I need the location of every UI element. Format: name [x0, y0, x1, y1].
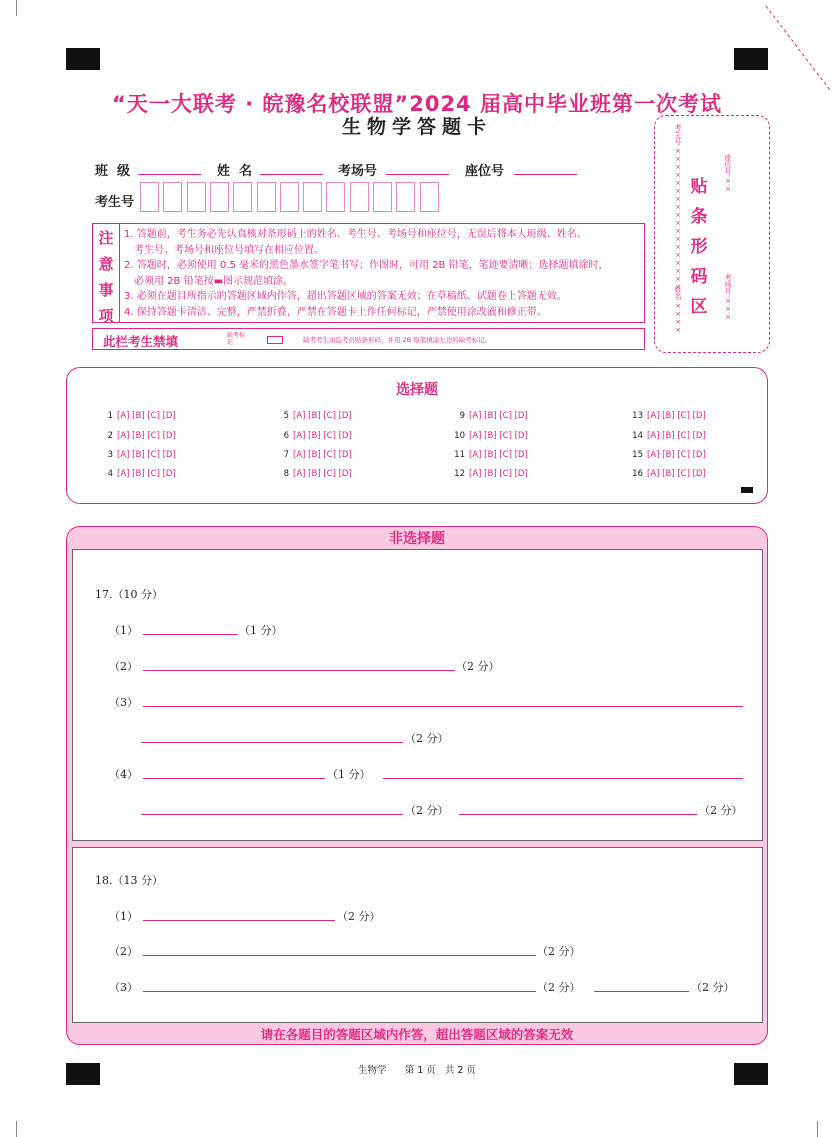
exam-id-digit-box[interactable] [233, 182, 252, 212]
choice-question-number: 3 [107, 450, 113, 460]
choice-question-number: 9 [459, 411, 465, 421]
restricted-label: 此栏考生禁填 [103, 334, 179, 349]
choice-question-6[interactable] [275, 431, 352, 441]
choice-question-number: 10 [454, 431, 465, 441]
q18-part2-answer-line[interactable] [143, 955, 536, 956]
exam-title: “天一大联考 · 皖豫名校联盟”2024 届高中毕业班第一次考试 [112, 92, 722, 116]
choice-question-5[interactable] [275, 411, 352, 421]
choice-options[interactable]: [A] [B] [C] [D] [293, 469, 352, 479]
choice-options[interactable]: [A] [B] [C] [D] [647, 431, 706, 441]
exam-id-digit-box[interactable] [373, 182, 392, 212]
notice-heading: 注 意 事 项 [93, 224, 120, 322]
q18-part3-label: （3） [109, 981, 138, 994]
choice-section [66, 367, 768, 504]
notice-item: 考生号、考场号和座位号填写在相应位置。 [134, 244, 324, 256]
choice-options[interactable]: [A] [B] [C] [D] [647, 469, 706, 479]
exam-id-digit-box[interactable] [350, 182, 369, 212]
name-field[interactable] [260, 174, 323, 175]
exam-id-digit-box[interactable] [140, 182, 159, 212]
page-footer [0, 1062, 834, 1076]
alignment-mark-top-right [734, 48, 768, 70]
choice-question-14[interactable] [629, 431, 706, 441]
nonchoice-section [66, 526, 768, 1045]
choice-question-number: 7 [283, 450, 289, 460]
q18-part1-score: （2 分） [337, 910, 381, 923]
exam-id-digit-box[interactable] [187, 182, 206, 212]
question-18-box [72, 847, 763, 1023]
q17-part3-score: （2 分） [405, 732, 449, 745]
exam-id-digit-box[interactable] [396, 182, 415, 212]
choice-question-8[interactable] [275, 469, 352, 479]
class-field[interactable] [138, 174, 201, 175]
q17-part4-answer-line-3[interactable] [141, 814, 403, 815]
q18-part2-score: （2 分） [537, 945, 581, 958]
seat-label: 座位号 [465, 164, 505, 179]
q18-part3-answer-line[interactable] [143, 991, 536, 992]
notice-item: 必须用 2B 铅笔按▬图示规范填涂。 [134, 275, 294, 287]
choice-question-number: 13 [632, 411, 643, 421]
exam-id-digit-box[interactable] [210, 182, 229, 212]
restricted-row [92, 328, 645, 350]
absent-checkbox[interactable] [267, 336, 283, 344]
choice-question-number: 4 [107, 469, 113, 479]
choice-options[interactable]: [A] [B] [C] [D] [469, 469, 528, 479]
q18-part3-score-1: （2 分） [537, 981, 581, 994]
exam-id-digit-box[interactable] [257, 182, 276, 212]
q17-part2-answer-line[interactable] [143, 670, 455, 671]
question-17-box [72, 549, 763, 841]
choice-question-11[interactable] [451, 450, 528, 460]
choice-question-number: 2 [107, 431, 113, 441]
barcode-room-x: 考场号 ××× [724, 274, 732, 322]
choice-options[interactable]: [A] [B] [C] [D] [117, 469, 176, 479]
choice-options[interactable]: [A] [B] [C] [D] [293, 450, 352, 460]
choice-options[interactable]: [A] [B] [C] [D] [469, 431, 528, 441]
choice-question-12[interactable] [451, 469, 528, 479]
notice-item: 4. 保持答题卡清洁、完整，严禁折叠，严禁在答题卡上作任何标记，严禁使用涂改液和修正带。 [124, 306, 547, 318]
notice-item: 2. 答题时，必须使用 0.5 毫米的黑色墨水签字笔书写；作图时，可用 2B 铅笔，笔迹要清晰；选择题填涂时， [124, 260, 609, 272]
q17-part1-score: （1 分） [239, 624, 283, 637]
footer-page-number: 第 1 页 [404, 1065, 436, 1076]
barcode-area [654, 115, 770, 353]
q18-part2-label: （2） [109, 945, 138, 958]
crop-mark-top-left [0, 0, 17, 16]
q17-part4-answer-line[interactable] [143, 778, 325, 779]
choice-question-number: 1 [107, 411, 113, 421]
choice-question-number: 8 [283, 469, 289, 479]
q17-part4-answer-line-2[interactable] [383, 778, 743, 779]
barcode-name-x: 姓名 ×××× [674, 286, 682, 335]
crop-mark-bottom-left [0, 1121, 17, 1137]
choice-options[interactable]: [A] [B] [C] [D] [647, 411, 706, 421]
exam-id-digit-box[interactable] [420, 182, 439, 212]
notice-text [124, 227, 642, 321]
q17-part4-score-2: （2 分） [405, 804, 449, 817]
notice-item: 3. 必须在题目所指示的答题区域内作答，超出答题区域的答案无效；在草稿纸、试题卷上答题无效。 [124, 291, 567, 303]
choice-options[interactable]: [A] [B] [C] [D] [117, 411, 176, 421]
choice-question-1[interactable] [99, 411, 176, 421]
q17-part3-label: （3） [109, 696, 138, 709]
choice-options[interactable]: [A] [B] [C] [D] [469, 450, 528, 460]
choice-question-number: 15 [632, 450, 643, 460]
footer-total-pages: 共 2 页 [444, 1065, 476, 1076]
choice-question-number: 5 [283, 411, 289, 421]
exam-id-digit-box[interactable] [326, 182, 345, 212]
choice-options[interactable]: [A] [B] [C] [D] [117, 450, 176, 460]
notice-item: 1. 答题前，考生务必先认真核对条形码上的姓名、考生号、考场号和座位号，无误后将本人班级、姓名、 [124, 229, 587, 240]
absent-note: 缺考考生由监考员贴条形码，并用 2B 铅笔填涂左边的缺考标记。 [303, 336, 492, 344]
exam-id-digit-box[interactable] [163, 182, 182, 212]
choice-options[interactable]: [A] [B] [C] [D] [469, 411, 528, 421]
choice-options[interactable]: [A] [B] [C] [D] [647, 450, 706, 460]
q17-part2-label: （2） [109, 660, 138, 673]
q17-part4-score-1: （1 分） [327, 768, 371, 781]
answer-area-warning: 请在各题目的答题区域内作答，超出答题区域的答案无效 [260, 1027, 574, 1042]
q18-part1-answer-line[interactable] [143, 920, 335, 921]
q17-part1-label: （1） [109, 624, 138, 637]
exam-id-label: 考生号 [95, 195, 135, 210]
class-label: 班 级 [95, 164, 131, 179]
q18-title: 18.（13 分） [95, 874, 163, 887]
q18-part3-score-2: （2 分） [691, 981, 735, 994]
exam-id-digit-box[interactable] [303, 182, 322, 212]
barcode-label: 贴条形码区 [690, 177, 708, 317]
choice-question-16[interactable] [629, 469, 706, 479]
choice-question-15[interactable] [629, 450, 706, 460]
q17-part1-answer-line[interactable] [143, 634, 238, 635]
q18-part1-label: （1） [109, 910, 138, 923]
alignment-mark-top-left [66, 48, 100, 70]
notice-box [92, 223, 645, 323]
choice-question-number: 6 [283, 431, 289, 441]
name-label: 姓 名 [217, 164, 253, 179]
choice-question-2[interactable] [99, 431, 176, 441]
choice-options[interactable]: [A] [B] [C] [D] [117, 431, 176, 441]
room-field[interactable] [386, 174, 449, 175]
q18-part3-answer-line-2[interactable] [594, 991, 689, 992]
q17-part2-score: （2 分） [456, 660, 500, 673]
room-label: 考场号 [338, 164, 378, 179]
choice-question-number: 14 [632, 431, 643, 441]
q17-title: 17.（10 分） [95, 588, 163, 601]
absent-label: 缺考标记 [227, 332, 246, 346]
exam-id-digit-box[interactable] [280, 182, 299, 212]
choice-end-mark [741, 487, 753, 493]
choice-question-13[interactable] [629, 411, 706, 421]
nonchoice-heading: 非选择题 [389, 531, 445, 547]
choice-question-7[interactable] [275, 450, 352, 460]
choice-question-3[interactable] [99, 450, 176, 460]
crop-mark-bottom-right [817, 1121, 834, 1137]
q17-part3-answer-line[interactable] [143, 706, 743, 707]
choice-question-number: 12 [454, 469, 465, 479]
footer-subject: 生物学 [358, 1065, 387, 1076]
cut-line [760, 0, 834, 100]
q17-part4-answer-line-4[interactable] [459, 814, 697, 815]
choice-heading: 选择题 [396, 382, 438, 398]
choice-options[interactable]: [A] [B] [C] [D] [293, 411, 352, 421]
choice-question-4[interactable] [99, 469, 176, 479]
choice-question-10[interactable] [451, 431, 528, 441]
barcode-exam-id-x: 考生号 ×××××××××××××××××× [674, 124, 682, 292]
barcode-seat-x: 座位号 ×× [724, 154, 732, 194]
choice-question-number: 16 [632, 469, 643, 479]
seat-field[interactable] [514, 174, 577, 175]
q17-part3-answer-line-2[interactable] [141, 742, 403, 743]
choice-question-number: 11 [454, 450, 465, 460]
q17-part4-label: （4） [109, 768, 138, 781]
card-subtitle: 生物学答题卡 [341, 116, 492, 138]
choice-question-9[interactable] [451, 411, 528, 421]
q17-part4-score-3: （2 分） [699, 804, 743, 817]
choice-options[interactable]: [A] [B] [C] [D] [293, 431, 352, 441]
